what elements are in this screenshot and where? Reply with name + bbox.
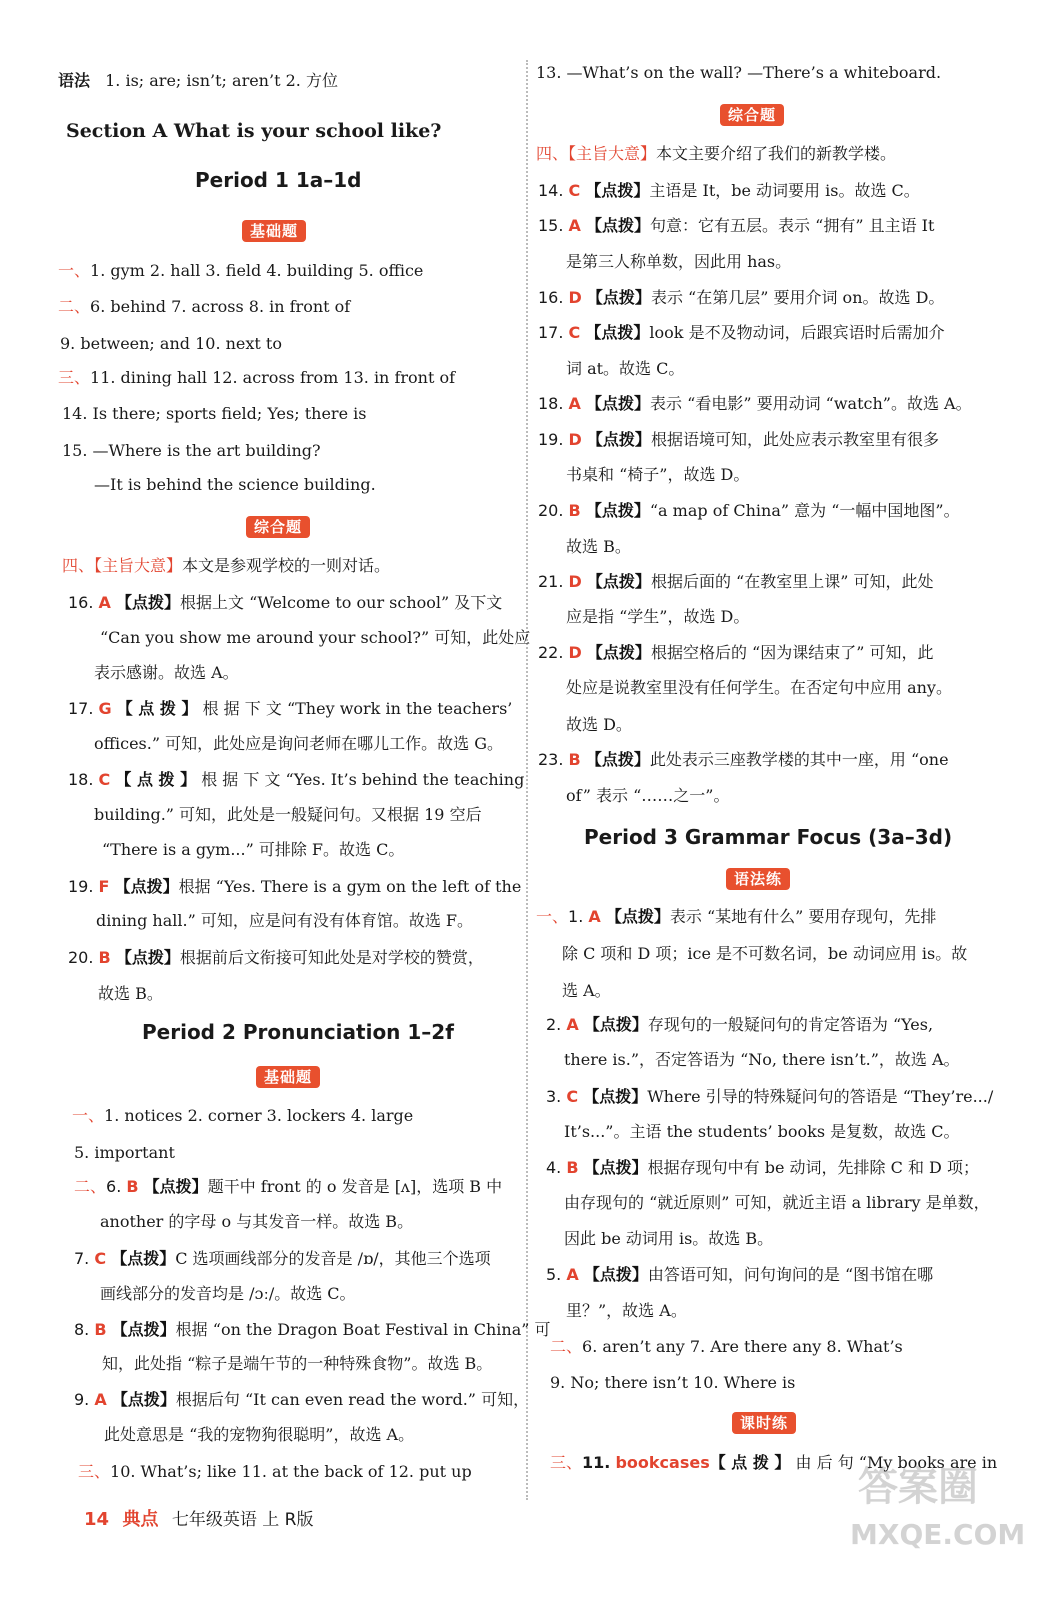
q19-line1 (68, 876, 521, 898)
q-text: 题干中 front 的 o 发音是 [ʌ]，选项 B 中 (207, 1177, 503, 1196)
q18-line2: building.” 可知，此处是一般疑问句。又根据 19 空后 (94, 805, 482, 824)
q-answer: A (566, 1015, 579, 1034)
q-answer: D (568, 643, 582, 662)
r-q14 (538, 180, 920, 202)
q-text: 根据后句 “It can even read the word.” 可知， (175, 1390, 530, 1409)
r-g4-line3: 因此 be 动词用 is。故选 B。 (564, 1229, 774, 1248)
q-hint-tag: 【点拨】 (115, 948, 180, 967)
q-text: 表示 “看电影” 要用动词 “watch”。故选 A。 (650, 394, 972, 413)
q-hint-tag: 【点拨】 (605, 907, 670, 926)
section-label: 二、 (58, 297, 91, 316)
q-answer: C (94, 1249, 107, 1268)
answer-text: 11. dining hall 12. across from 13. in front of (90, 368, 456, 387)
publisher-logo: 典点 (122, 1509, 159, 1530)
q20-line2: 故选 B。 (98, 984, 163, 1003)
q-answer: B (94, 1320, 107, 1339)
main-idea-text: 本文是参观学校的一则对话。 (182, 556, 391, 575)
q-answer: G (98, 699, 112, 718)
q16-line1 (68, 592, 502, 614)
page-footer (84, 1505, 314, 1531)
q-text: 根据前后文衔接可知此处是对学校的赞赏， (179, 948, 484, 967)
main-idea-label: 四、【主旨大意】 (62, 556, 183, 575)
r-q15-line2: 是第三人称单数，因此用 has。 (566, 252, 792, 271)
r-g4-line2: 由存现句的 “就近原则” 可知，就近主语 a library 是单数， (564, 1193, 990, 1212)
q-answer: F (98, 877, 110, 896)
q-text: Where 引导的特殊疑问句的答语是 “They’re.../ (647, 1087, 994, 1106)
q-number: 6. (106, 1177, 122, 1196)
q-answer: B (98, 948, 111, 967)
p2-q8-line2: 知，此处指 “粽子是端午节的一种特殊食物”。故选 B。 (102, 1354, 493, 1373)
p2-q8-line1 (74, 1319, 551, 1341)
q-number: 9. (74, 1390, 90, 1409)
q-number: 8. (74, 1320, 90, 1339)
q-text: 根据 “Yes. There is a gym on the left of the (178, 877, 522, 896)
watermark-top: 答案圈 (858, 1464, 978, 1510)
q-text: 根据 “on the Dragon Boat Festival in China” 可 (175, 1320, 551, 1339)
q-hint-tag: 【 点 拨 】 (116, 699, 198, 718)
q-answer: C (568, 181, 581, 200)
q-number: 17. (538, 323, 564, 342)
q-text: “a map of China” 意为 “一幅中国地图”。 (649, 501, 960, 520)
q-hint-tag: 【点拨】 (111, 1390, 176, 1409)
p1-line2 (58, 296, 350, 318)
q-hint-tag: 【点拨】 (111, 1249, 176, 1268)
r-g2-line1 (546, 1014, 933, 1036)
q-number: 22. (538, 643, 564, 662)
p2-q7-line1 (74, 1248, 491, 1270)
q-hint-tag: 【点拨】 (585, 181, 650, 200)
q-answer: A (98, 593, 111, 612)
r-g5-line1 (546, 1264, 933, 1286)
r-g1-line3: 选 A。 (562, 981, 611, 1000)
q-number: 1. (568, 907, 584, 926)
r-q15-line1 (538, 215, 934, 237)
q-hint-tag: 【 点 拨 】 (115, 770, 197, 789)
p2-line2: 5. important (74, 1143, 175, 1162)
q17-line1 (68, 698, 512, 720)
q-hint-tag: 【点拨】 (585, 501, 650, 520)
r-g5-line2: 里？”，故选 A。 (566, 1301, 687, 1320)
q-number: 20. (68, 948, 94, 967)
badge-class-practice: 课时练 (732, 1412, 796, 1434)
q-hint-tag: 【点拨】 (585, 323, 650, 342)
q-hint-tag: 【点拨】 (586, 430, 651, 449)
r-g6-line (550, 1336, 903, 1358)
q-text: 此处表示三座教学楼的其中一座，用 “one (649, 750, 949, 769)
q-answer: A (568, 216, 581, 235)
q-hint-tag: 【点拨】 (111, 1320, 176, 1339)
watermark (850, 1455, 1030, 1595)
answer-text: 10. What’s; like 11. at the back of 12. put up (110, 1462, 472, 1481)
q-number: 19. (538, 430, 564, 449)
r-g7-line: 9. No; there isn’t 10. Where is (550, 1373, 796, 1392)
badge-basic-2: 基础题 (256, 1066, 320, 1088)
grammar-line (58, 70, 338, 92)
q-hint-tag: 【点拨】 (586, 572, 651, 591)
q-answer: A (566, 1265, 579, 1284)
q-text: 根 据 下 文 “Yes. It’s behind the teaching (201, 770, 525, 789)
answer-text: 6. behind 7. across 8. in front of (90, 297, 351, 316)
section-label: 二、 (74, 1177, 107, 1196)
q-hint-tag: 【点拨】 (116, 593, 181, 612)
q-text: 由答语可知，问句询问的是 “图书馆在哪 (647, 1265, 934, 1284)
q-number: 14. (538, 181, 564, 200)
p1-line3: 9. between; and 10. next to (60, 334, 282, 353)
q-number: 23. (538, 750, 564, 769)
q-text: 根据上文 “Welcome to our school” 及下文 (180, 593, 503, 612)
q-answer: C (568, 323, 581, 342)
r-q21-line2: 应是指 “学生”，故选 D。 (566, 607, 750, 626)
q-number: 3. (546, 1087, 562, 1106)
p2-q6-line2: another 的字母 o 与其发音一样。故选 B。 (100, 1212, 414, 1231)
q-answer: D (568, 288, 582, 307)
q-text: 根据存现句中有 be 动词，先排除 C 和 D 项； (647, 1158, 979, 1177)
q18-line3: “There is a gym...” 可排除 F。故选 C。 (102, 840, 405, 859)
r-main-idea-line (536, 143, 896, 165)
q-number: 18. (538, 394, 564, 413)
badge-basic: 基础题 (242, 220, 306, 242)
r-q22-line3: 故选 D。 (566, 715, 632, 734)
q-number: 15. (538, 216, 564, 235)
q-text: 表示 “在第几层” 要用介词 on。故选 D。 (650, 288, 945, 307)
q-hint-tag: 【点拨】 (583, 1015, 648, 1034)
section-label: 三、 (78, 1462, 111, 1481)
r-q20-line2: 故选 B。 (566, 537, 631, 556)
q-number: 16. (538, 288, 564, 307)
q-answer: D (568, 430, 582, 449)
r-q19-line2: 书桌和 “椅子”，故选 D。 (566, 465, 750, 484)
section-label: 三、 (550, 1453, 583, 1472)
q-answer: B (566, 1158, 579, 1177)
q20-line1 (68, 947, 484, 969)
r-g1-line2: 除 C 项和 D 项；ice 是不可数名词，be 动词应用 is。故 (562, 944, 968, 963)
q-answer: B (568, 501, 581, 520)
q-hint-tag: 【点拨】 (585, 750, 650, 769)
q-number: 7. (74, 1249, 90, 1268)
period3-title: Period 3 Grammar Focus (3a–3d) (584, 825, 953, 849)
q18-line1 (68, 769, 524, 791)
r-g4-line1 (546, 1157, 979, 1179)
q-number: 4. (546, 1158, 562, 1177)
r-q16 (538, 287, 944, 309)
q-number: 21. (538, 572, 564, 591)
watermark-bottom: MXQE.COM (850, 1518, 1026, 1551)
section-a-title: Section A What is your school like? (66, 120, 442, 142)
q-hint-tag: 【点拨】 (583, 1158, 648, 1177)
q-hint-tag: 【点拨】 (586, 643, 651, 662)
q-answer: A (568, 394, 581, 413)
q-answer: B (126, 1177, 139, 1196)
r-q23-line1 (538, 749, 949, 771)
q19-line2: dining hall.” 可知，应是问有没有体育馆。故选 F。 (96, 911, 474, 930)
r-q22-line2: 处应是说教室里没有任何学生。在否定句中应用 any。 (566, 678, 952, 697)
q-hint-tag: 【点拨】 (114, 877, 179, 896)
r-q17-line1 (538, 322, 945, 344)
q-answer: A (94, 1390, 107, 1409)
period2-title: Period 2 Pronunciation 1–2f (142, 1020, 454, 1044)
p1-line4 (58, 367, 455, 389)
section-label: 二、 (550, 1337, 583, 1356)
q-number: 17. (68, 699, 94, 718)
q-text: 句意：它有五层。表示 “拥有” 且主语 It (650, 216, 935, 235)
q-answer: C (566, 1087, 579, 1106)
q17-line2: offices.” 可知，此处应是询问老师在哪儿工作。故选 G。 (94, 734, 503, 753)
q16-line2: “Can you show me around your school?” 可知，此处应 (100, 628, 531, 647)
answer-text: 6. aren’t any 7. Are there any 8. What’s (582, 1337, 903, 1356)
section-label: 一、 (536, 907, 569, 926)
r-q23-line2: of” 表示 “……之一”。 (566, 786, 730, 805)
q-answer: bookcases (615, 1453, 710, 1472)
q-number: 16. (68, 593, 94, 612)
q-text: 根据语境可知，此处应表示教室里有很多 (650, 430, 939, 449)
p1-line6: 15. —Where is the art building? (62, 441, 321, 460)
section-label: 一、 (58, 261, 91, 280)
q-number: 20. (538, 501, 564, 520)
q-hint-tag: 【点拨】 (143, 1177, 208, 1196)
q16-line3: 表示感谢。故选 A。 (94, 663, 239, 682)
period1-title: Period 1 1a–1d (195, 168, 362, 192)
answer-text: 1. gym 2. hall 3. field 4. building 5. office (90, 261, 424, 280)
r-q19-line1 (538, 429, 939, 451)
r-q22-line1 (538, 642, 933, 664)
q-hint-tag: 【点拨】 (583, 1265, 648, 1284)
main-idea-line (62, 555, 390, 577)
q-hint-tag: 【点拨】 (586, 288, 651, 307)
q-number: 11. (582, 1453, 611, 1472)
p2-q6-line1 (74, 1176, 502, 1198)
column-divider (526, 60, 528, 1500)
q-hint-tag: 【点拨】 (586, 394, 651, 413)
r-q21-line1 (538, 571, 933, 593)
p2-line1 (72, 1105, 413, 1127)
answer-text: 1. notices 2. corner 3. lockers 4. large (104, 1106, 414, 1125)
book-title: 七年级英语 上 R版 (171, 1510, 314, 1530)
p2-q9-line2: 此处意思是 “我的宠物狗很聪明”，故选 A。 (104, 1425, 415, 1444)
q-hint-tag: 【 点 拨 】 (709, 1453, 791, 1472)
q-text: look 是不及物动词，后跟宾语时后需加介 (649, 323, 945, 342)
q-answer: C (98, 770, 111, 789)
q-answer: B (568, 750, 581, 769)
r-g1-line1 (536, 906, 936, 928)
grammar-text: 1. is; are; isn’t; aren’t 2. 方位 (105, 71, 338, 90)
q-answer: D (568, 572, 582, 591)
q-text: C 选项画线部分的发音是 /ɒ/，其他三个选项 (175, 1249, 491, 1268)
grammar-label: 语法 (58, 71, 91, 90)
p1-line1 (58, 260, 423, 282)
main-idea-label: 四、【主旨大意】 (536, 144, 657, 163)
q-text: 根据后面的 “在教室里上课” 可知，此处 (650, 572, 934, 591)
badge-comprehensive: 综合题 (246, 516, 310, 538)
badge-comprehensive-2: 综合题 (720, 104, 784, 126)
q-number: 18. (68, 770, 94, 789)
q-text: 表示 “某地有什么” 要用存现句，先排 (669, 907, 937, 926)
section-label: 一、 (72, 1106, 105, 1125)
q-number: 19. (68, 877, 94, 896)
p2-q9-line1 (74, 1389, 529, 1411)
r-q20-line1 (538, 500, 960, 522)
r-g3-line1 (546, 1086, 993, 1108)
badge-grammar: 语法练 (726, 868, 790, 890)
r-q17-line2: 词 at。故选 C。 (566, 359, 685, 378)
p2-q7-line2: 画线部分的发音均是 /ɔː/。故选 C。 (100, 1284, 356, 1303)
q-text: 存现句的一般疑问句的肯定答语为 “Yes, (647, 1015, 934, 1034)
p2-last-line (78, 1461, 472, 1483)
q-text: 由 后 句 “My books are in (795, 1453, 998, 1472)
q-answer: A (588, 907, 601, 926)
q-hint-tag: 【点拨】 (583, 1087, 648, 1106)
page-number: 14 (84, 1509, 110, 1530)
r-line1: 13. —What’s on the wall? —There’s a whiteboard. (536, 63, 942, 82)
q-text: 根据空格后的 “因为课结束了” 可知，此 (650, 643, 934, 662)
q-hint-tag: 【点拨】 (586, 216, 651, 235)
section-label: 三、 (58, 368, 91, 387)
q-number: 5. (546, 1265, 562, 1284)
p1-line5: 14. Is there; sports field; Yes; there is (62, 404, 367, 423)
r-g3-line2: It’s...”。主语 the students’ books 是复数，故选 C。 (564, 1122, 960, 1141)
r-g2-line2: there is.”，否定答语为 “No, there isn’t.”，故选 A。 (564, 1050, 960, 1069)
main-idea-text: 本文主要介绍了我们的新教学楼。 (656, 144, 897, 163)
p1-line7: —It is behind the science building. (94, 475, 376, 494)
q-number: 2. (546, 1015, 562, 1034)
q-text: 根 据 下 文 “They work in the teachers’ (202, 699, 513, 718)
q-text: 主语是 It，be 动词要用 is。故选 C。 (649, 181, 920, 200)
r-q18 (538, 393, 972, 415)
